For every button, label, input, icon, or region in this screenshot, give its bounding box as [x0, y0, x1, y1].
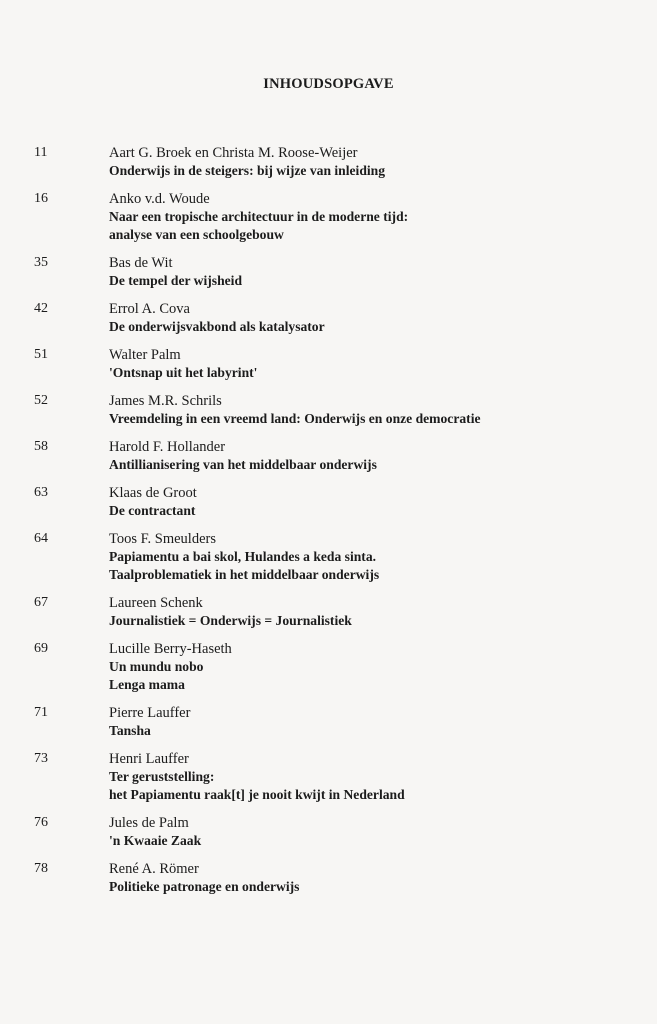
- toc-page-number: 58: [34, 439, 48, 454]
- toc-entry-body: [109, 594, 629, 630]
- toc-author: Errol A. Cova: [109, 301, 190, 317]
- toc-page-number: 78: [34, 861, 48, 876]
- toc-entry: [0, 254, 657, 290]
- page-title: INHOUDSOPGAVE: [263, 76, 394, 92]
- toc-article-title: analyse van een schoolgebouw: [109, 227, 284, 242]
- toc-article-title: De onderwijsvakbond als katalysator: [109, 319, 325, 334]
- toc-page-number: 35: [34, 255, 48, 270]
- toc-entry: [0, 484, 657, 520]
- toc-entry: [0, 814, 657, 850]
- toc-article-title: Un mundu nobo: [109, 659, 204, 674]
- toc-article-title: Lenga mama: [109, 677, 185, 692]
- toc-author: Jules de Palm: [109, 815, 189, 831]
- toc-entry-body: [109, 750, 629, 804]
- toc-entry: [0, 594, 657, 630]
- toc-entry-body: [109, 144, 629, 180]
- toc-article-title: De contractant: [109, 503, 196, 518]
- toc-article-title: Papiamentu a bai skol, Hulandes a keda sinta.: [109, 549, 377, 564]
- toc-article-title: Naar een tropische architectuur in de moderne tijd:: [109, 209, 409, 224]
- toc-article-title: Tansha: [109, 723, 151, 738]
- toc-entry-body: [109, 254, 629, 290]
- toc-entry-body: [109, 860, 629, 896]
- toc-entry-body: [109, 392, 629, 428]
- toc-article-title: Ter geruststelling:: [109, 769, 215, 784]
- toc-author: Klaas de Groot: [109, 485, 197, 501]
- toc-entry-body: [109, 300, 629, 336]
- toc-entry: [0, 346, 657, 382]
- toc-article-title: Taalproblematiek in het middelbaar onderwijs: [109, 567, 380, 582]
- toc-entry-body: [109, 640, 629, 694]
- toc-entry-body: [109, 814, 629, 850]
- toc-entry: [0, 438, 657, 474]
- toc-author: Lucille Berry-Haseth: [109, 641, 232, 657]
- toc-page-number: 69: [34, 641, 48, 656]
- toc-article-title: 'Ontsnap uit het labyrint': [109, 365, 258, 380]
- toc-entry-body: [109, 346, 629, 382]
- toc-entry: [0, 750, 657, 804]
- toc-entry-body: [109, 530, 629, 584]
- toc-entry: [0, 640, 657, 694]
- toc-page-number: 16: [34, 191, 48, 206]
- toc-author: Harold F. Hollander: [109, 439, 226, 455]
- toc-article-title: Politieke patronage en onderwijs: [109, 879, 300, 894]
- toc-page-number: 52: [34, 393, 48, 408]
- toc-entry: [0, 704, 657, 740]
- toc-author: Anko v.d. Woude: [109, 191, 210, 207]
- toc-entry: [0, 300, 657, 336]
- table-of-contents: [0, 144, 657, 906]
- toc-entry-body: [109, 438, 629, 474]
- toc-entry: [0, 860, 657, 896]
- toc-page-number: 63: [34, 485, 48, 500]
- toc-page-number: 67: [34, 595, 48, 610]
- toc-page-number: 73: [34, 751, 48, 766]
- toc-entry: [0, 392, 657, 428]
- toc-article-title: Onderwijs in de steigers: bij wijze van inleiding: [109, 163, 386, 178]
- toc-author: Aart G. Broek en Christa M. Roose-Weijer: [109, 145, 358, 161]
- toc-entry: [0, 530, 657, 584]
- toc-entry-body: [109, 704, 629, 740]
- toc-article-title: Journalistiek = Onderwijs = Journalistiek: [109, 613, 352, 628]
- toc-page-number: 76: [34, 815, 48, 830]
- toc-article-title: het Papiamentu raak[t] je nooit kwijt in Nederland: [109, 787, 405, 802]
- toc-page-number: 71: [34, 705, 48, 720]
- toc-article-title: Vreemdeling in een vreemd land: Onderwijs en onze democratie: [109, 411, 481, 426]
- toc-author: James M.R. Schrils: [109, 393, 222, 409]
- toc-author: Henri Lauffer: [109, 751, 189, 767]
- toc-entry-body: [109, 484, 629, 520]
- toc-article-title: Antillianisering van het middelbaar onderwijs: [109, 457, 377, 472]
- toc-author: Toos F. Smeulders: [109, 531, 216, 547]
- toc-page-number: 51: [34, 347, 48, 362]
- toc-author: René A. Römer: [109, 861, 199, 877]
- toc-page-number: 64: [34, 531, 48, 546]
- toc-article-title: De tempel der wijsheid: [109, 273, 243, 288]
- toc-author: Pierre Lauffer: [109, 705, 191, 721]
- toc-entry: [0, 190, 657, 244]
- toc-entry: [0, 144, 657, 180]
- toc-entry-body: [109, 190, 629, 244]
- toc-article-title: 'n Kwaaie Zaak: [109, 833, 202, 848]
- toc-page-number: 11: [34, 145, 48, 160]
- toc-page-number: 42: [34, 301, 48, 316]
- toc-author: Laureen Schenk: [109, 595, 203, 611]
- toc-author: Bas de Wit: [109, 255, 173, 271]
- toc-author: Walter Palm: [109, 347, 181, 363]
